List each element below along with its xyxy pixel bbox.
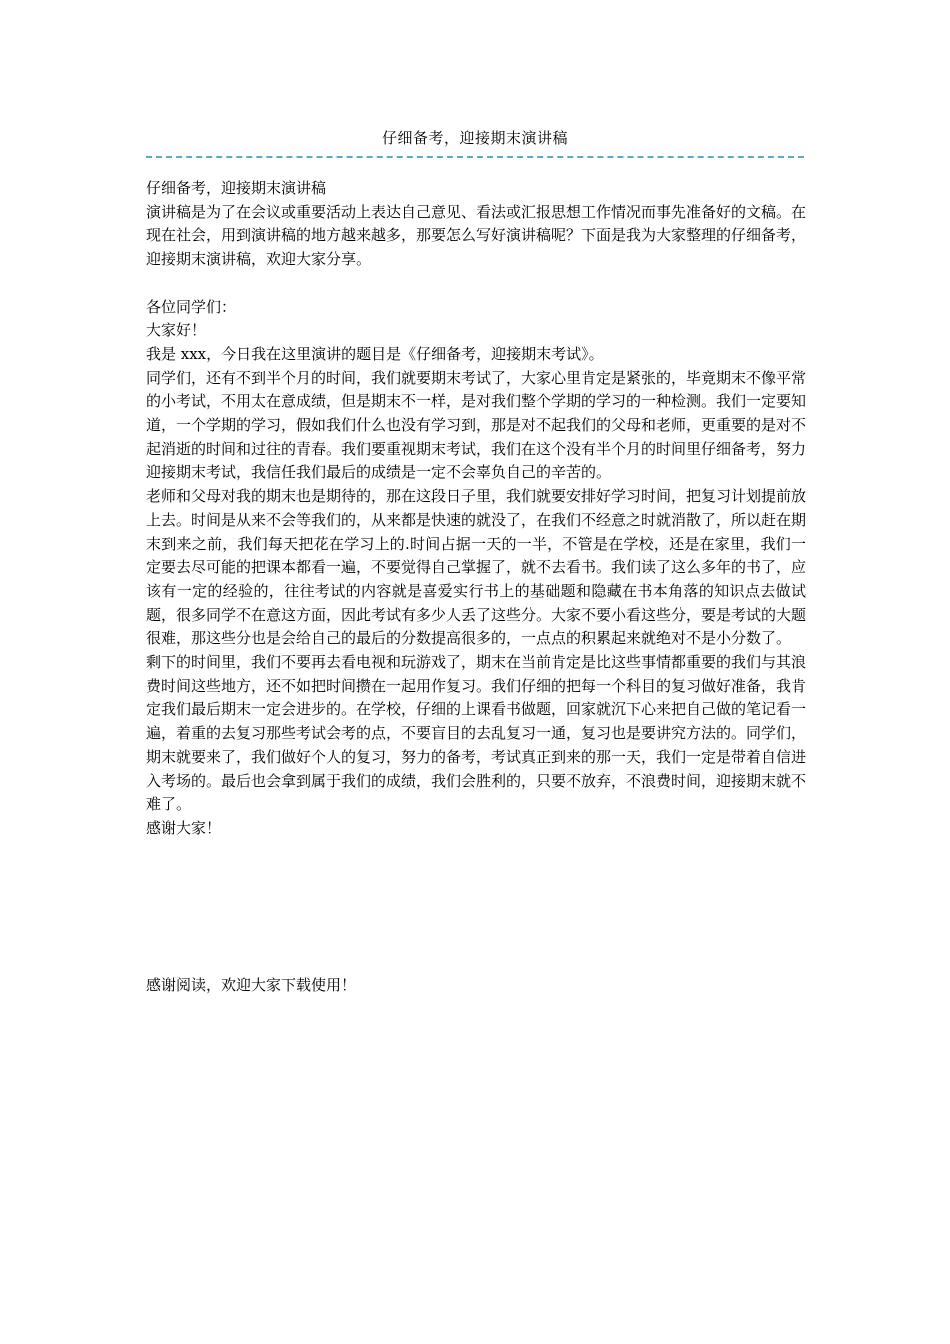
blank-line [146, 272, 806, 296]
header-dashed-divider [146, 156, 804, 158]
body-paragraph-2: 老师和父母对我的期末也是期待的，那在这段日子里，我们就要安排好学习时间，把复习计划提前放上去。时间是从来不会等我们的，从来都是快速的就没了，在我们不经意之时就消散了，所以赶在期末到来之前，我们每天把花在学习上的.时间占据一天的一半，不管是在学校，还是在家里，我们一定要去尽可能的把课本都看一遍，不要觉得自己掌握了，就不去看书。我们读了这么多年的书了，应该有一定的经验的，往往考试的内容就是喜爱实行书上的基础题和隐藏在书本角落的知识点去做试题，很多同学不在意这方面，因此考试有多少人丢了这些分。大家不要小看这些分，要是考试的大题很难，那这些分也是会给自己的最后的分数提高很多的，一点点的积累起来就绝对不是小分数了。 [146, 487, 807, 648]
thanks-line: 感谢大家！ [146, 818, 222, 837]
closing-note: 感谢阅读，欢迎大家下载使用！ [146, 976, 357, 994]
document-header [146, 126, 804, 158]
opening-line: 我是 xxx，今日我在这里演讲的题目是《仔细备考，迎接期末考试》。 [146, 344, 604, 363]
body-paragraph-3: 剩下的时间里，我们不要再去看电视和玩游戏了，期末在当前肯定是比这些事情都重要的我们与其浪费时间这些地方，还不如把时间攒在一起用作复习。我们仔细的把每一个科目的复习做好准备，我肯定我们最后期末一定会进步的。在学校，仔细的上课看书做题，回家就沉下心来把自己做的笔记看一遍，着重的去复习那些考试会考的点，不要盲目的去乱复习一通，复习也是要讲究方法的。同学们，期末就要来了，我们做好个人的复习，努力的备考，考试真正到来的那一天，我们一定是带着自信进入考场的。最后也会拿到属于我们的成绩，我们会胜利的，只要不放弃，不浪费时间，迎接期末就不难了。 [146, 653, 807, 814]
document-body [146, 177, 806, 841]
intro-paragraph: 演讲稿是为了在会议或重要活动上表达自己意见、看法或汇报思想工作情况而事先准备好的文稿。在现在社会，用到演讲稿的地方越来越多，那要怎么写好演讲稿呢？下面是我为大家整理的仔细备考，迎接期末演讲稿，欢迎大家分享。 [146, 202, 807, 269]
body-paragraph-1: 同学们，还有不到半个月的时间，我们就要期末考试了，大家心里肯定是紧张的，毕竟期末不像平常的小考试，不用太在意成绩，但是期末不一样，是对我们整个学期的学习的一种检测。我们一定要知道，一个学期的学习，假如我们什么也没有学习到，那是对不起我们的父母和老师，更重要的是对不起消逝的时间和过往的青春。我们要重视期末考试，我们在这个没有半个月的时间里仔细备考，努力迎接期末考试，我信任我们最后的成绩是一定不会辜负自己的辛苦的。 [146, 368, 807, 482]
salutation: 各位同学们： [146, 297, 237, 316]
body-title: 仔细备考，迎接期末演讲稿 [146, 179, 327, 197]
header-title: 仔细备考，迎接期末演讲稿 [381, 129, 568, 147]
greeting: 大家好！ [146, 321, 207, 340]
